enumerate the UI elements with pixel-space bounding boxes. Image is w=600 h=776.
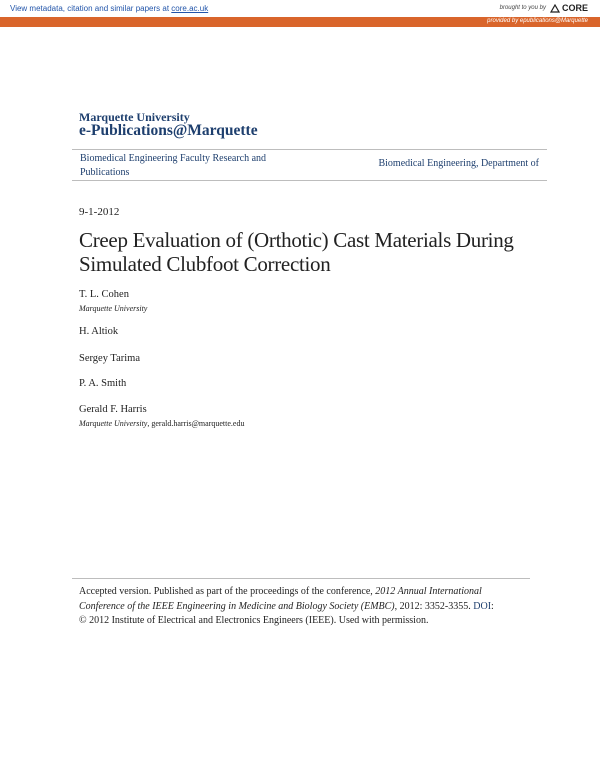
core-logo[interactable] [550,3,588,13]
publication-date: 9-1-2012 [79,206,120,218]
footer-divider [72,578,530,579]
author-name: Gerald F. Harris [79,404,147,415]
author-name: Sergey Tarima [79,353,140,364]
core-brought-by [500,3,588,13]
citation-pre: Accepted version. Published as part of the proceedings of the conference, [79,586,376,597]
paper-title: Creep Evaluation of (Orthotic) Cast Materials During Simulated Clubfoot Correction [79,228,514,276]
citation-block [79,585,529,629]
author-email: , gerald.harris@marquette.edu [147,419,245,428]
collection-link[interactable]: Biomedical Engineering Faculty Research and Publications [80,153,267,178]
department-link[interactable]: Biomedical Engineering, Department of [378,158,539,169]
core-banner [0,0,600,18]
core-link[interactable]: core.ac.uk [171,4,209,13]
citation-post: , 2012: 3352-3355. [394,600,474,612]
repository-name[interactable]: e-Publications@Marquette [79,122,258,139]
copyright-text: © 2012 Institute of Electrical and Electronics Engineers (IEEE). Used with permission. [79,615,429,626]
provided-by-text[interactable]: provided by epublications@Marquette [487,18,588,24]
doi-link[interactable]: DOI [473,600,492,612]
conference-name: 2012 Annual International Conference of the IEEE Engineering in Medicine and Biology Society (EMBC) [79,586,482,612]
author-affiliation [79,419,244,428]
core-metadata-text: View metadata, citation and similar papers at [10,4,170,13]
core-logo-icon [550,4,560,13]
author-name: T. L. Cohen [79,289,129,300]
author-name: P. A. Smith [79,378,127,389]
author-affiliation [79,304,147,313]
provided-by-strip [0,17,600,27]
author-name: H. Altiok [79,326,119,337]
core-metadata-notice [10,4,208,13]
collection-bar [72,149,547,181]
university-name: Marquette University [79,110,190,124]
affiliation-text: Marquette University [79,304,148,313]
brought-by-text: brought to you by [499,5,546,11]
doi-colon: : [491,600,494,612]
core-logo-text: CORE [561,3,588,13]
affiliation-text: Marquette University [79,419,148,428]
